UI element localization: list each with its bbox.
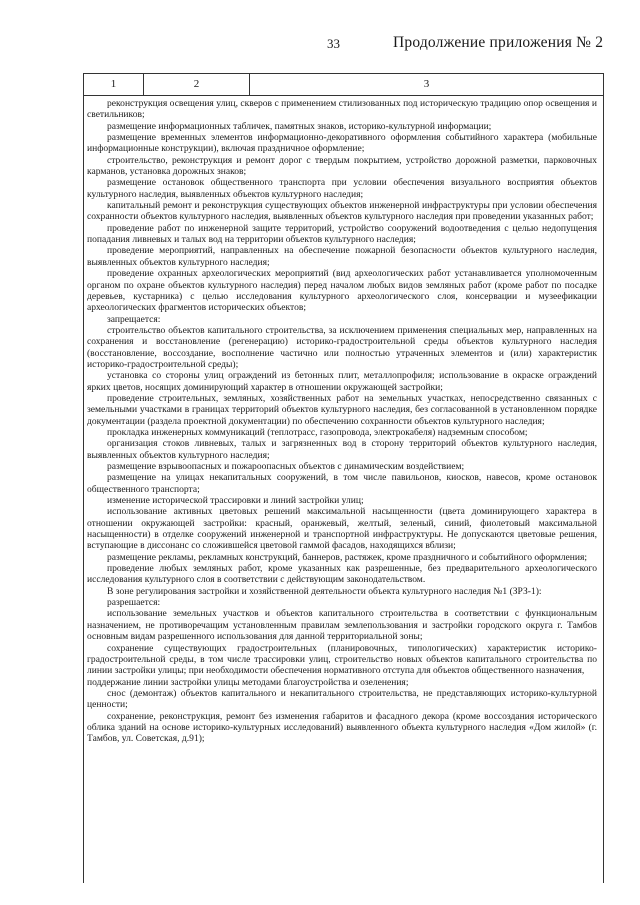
paragraph: сохранение, реконструкция, ремонт без изменения габаритов и фасадного декора (кроме воссоздания исторического облика зданий на основе историко-культурных исследований) выявленного объекта культурного наследия «Дом жилой» (г. Тамбов, ул. Советская, д.91); bbox=[87, 710, 597, 745]
paragraph: сохранение существующих градостроительных (планировочных, типологических) характеристик историко-градостроительной среды, в том числе трассировки улиц, строительство новых объектов капитального строительства по линии застройки улицы; при необходимости обеспечения нормативного отступа для объектов общественного назначения, bbox=[87, 642, 597, 677]
paragraph: В зоне регулирования застройки и хозяйственной деятельности объекта культурного наследия №1 (ЗРЗ-1): bbox=[107, 585, 542, 597]
paragraph: размещение на улицах некапитальных сооружений, в том числе павильонов, киосков, навесов, кроме остановок общественного транспорта; bbox=[87, 472, 597, 495]
paragraph: капитальный ремонт и реконструкция существующих объектов инженерной инфраструктуры при условии обеспечения сохранности объектов культурного наследия, выявленных объектов культурного наследия при проведении указанных работ; bbox=[87, 200, 597, 223]
paragraph: организация стоков ливневых, талых и загрязненных вод в сторону территорий объектов культурного наследия, выявленных объектов культурного наследия; bbox=[87, 438, 597, 461]
paragraph: использование активных цветовых решений максимальной насыщенности (цвета доминирующего характера в отношении окружающей застройки: красный, оранжевый, желтый, зеленый, синий, фиолетовый максимальной насыщенности) в отделке сооружений инженерной и транспортной инфраструктуры. Не допускаются цветовые решения, вступающие в диссонанс со сложившейся цветовой гаммой фасадов, находящихся вблизи; bbox=[87, 506, 597, 552]
paragraph: прокладка инженерных коммуникаций (теплотрасс, газопровода, электрокабеля) надземным способом; bbox=[107, 426, 528, 438]
column-header-1: 1 bbox=[84, 74, 144, 95]
paragraph: строительство объектов капитального строительства, за исключением применения специальных мер, направленных на сохранения и восстановление (регенерацию) историко-градостроительной среды объектов культурного наследия (восстановление, воссоздание, восполнение частично или полностью утраченных элементов и (или) характеристик историко-градостроительной среды); bbox=[87, 324, 597, 370]
paragraph: поддержание линии застройки улицы методами благоустройства и озеленения; bbox=[87, 676, 409, 688]
paragraph: использование земельных участков и объектов капитального строительства в соответствии с функциональным назначением, не противоречащим установленным правилам землепользования и застройки городского округа г. Тамбов основным видам разрешенного использования для данной территориальной зоны; bbox=[87, 608, 597, 643]
column-header-3: 3 bbox=[423, 78, 430, 90]
paragraph: изменение исторической трассировки и линий застройки улиц; bbox=[107, 495, 364, 507]
paragraph: размещение рекламы, рекламных конструкций, баннеров, растяжек, кроме праздничного и событийного оформления; bbox=[107, 551, 588, 563]
paragraph: реконструкция освещения улиц, скверов с применением стилизованных под историческую традицию опор освещения и светильников; bbox=[87, 98, 597, 121]
page-number: 33 bbox=[327, 36, 340, 51]
paragraph: размещение остановок общественного транспорта при условии обеспечения визуального восприятия объектов культурного наследия, выявленных объектов культурного наследия; bbox=[87, 177, 597, 200]
paragraph: размещение информационных табличек, памятных знаков, историко-культурной информации; bbox=[107, 120, 492, 132]
paragraph: строительство, реконструкция и ремонт дорог с твердым покрытием, устройство дорожной разметки, парковочных карманов, установка дорожных знаков; bbox=[87, 154, 597, 178]
paragraph: проведение любых земляных работ, кроме указанных как разрешенные, без предварительного археологического исследования культурного слоя в соответствии с действующим законодательством. bbox=[87, 563, 597, 586]
paragraph: запрещается: bbox=[107, 313, 161, 325]
paragraph: размещение взрывоопасных и пожароопасных объектов с динамическим воздействием; bbox=[107, 461, 465, 472]
paragraph: снос (демонтаж) объектов капитального и некапитального строительства, не представляющих историко-культурной ценности; bbox=[87, 687, 597, 711]
paragraph: установка со стороны улиц ограждений из бетонных плит, металлопрофиля; использование в окраске ограждений ярких цветов, носящих доминирующий характер в отношении окружающей застройки; bbox=[87, 370, 597, 393]
paragraph: разрешается: bbox=[107, 597, 161, 609]
table-header-row bbox=[84, 74, 603, 96]
table-body-text bbox=[87, 98, 597, 745]
paragraph: проведение охранных археологических мероприятий (вид археологических работ устанавливается уполномоченным органом по охране объектов культурного наследия) перед началом любых видов земляных работ (кроме работ по посадке деревьев, кустарника) с целью исследования культурного археологического слоя, консервации и музеефикации археологических фрагментов исторических объектов; bbox=[87, 268, 597, 314]
paragraph: проведение строительных, земляных, хозяйственных работ на земельных участках, непосредственно связанных с земельными участками в границах территорий объектов культурного наследия, без согласованной в установленном порядке документации (раздела проектной документации) по обеспечению сохранности объектов культурного наследия; bbox=[87, 392, 597, 427]
paragraph: проведение мероприятий, направленных на обеспечение пожарной безопасности объектов культурного наследия, выявленных объектов культурного наследия; bbox=[87, 245, 597, 268]
page-header-title: Продолжение приложения № 2 bbox=[393, 34, 604, 51]
document-table bbox=[83, 73, 604, 883]
paragraph: размещение временных элементов информационно-декоративного оформления событийного характера (мобильные информационные конструкции), включая праздничное оформление; bbox=[87, 132, 597, 155]
column-header-2: 2 bbox=[144, 74, 250, 95]
paragraph: проведение работ по инженерной защите территорий, устройство сооружений водоотведения с целью недопущения попадания ливневых и талых вод на территории объектов культурного наследия; bbox=[87, 222, 597, 246]
